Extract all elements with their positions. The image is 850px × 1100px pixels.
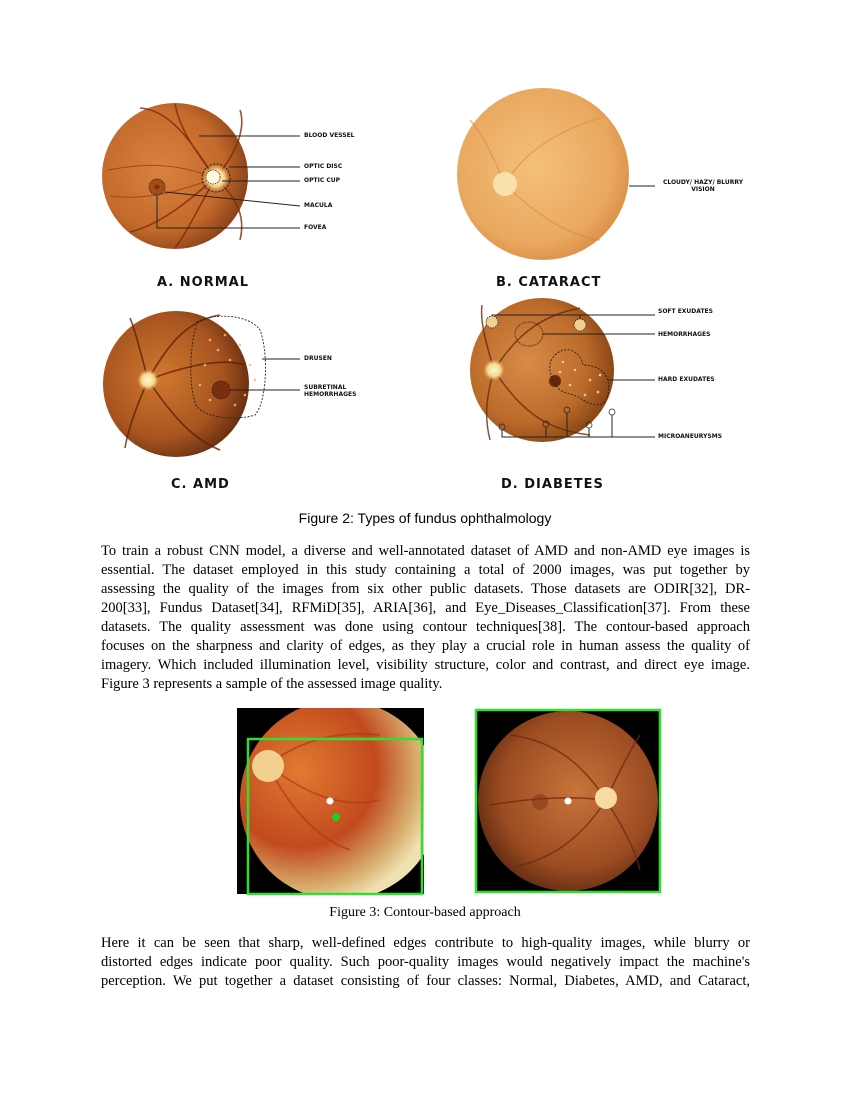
paragraph-2-line: distorted edges indicate poor quality. Such poor-quality images would negatively impact the machine's: [101, 954, 750, 970]
fundus-cataract-image: [457, 88, 629, 260]
figure-2-graphics: [0, 0, 850, 510]
annotation-drusen: DRUSEN: [304, 355, 332, 362]
annotation-subretinal-line2: HEMORRHAGES: [304, 391, 357, 398]
figure-3-caption: Figure 3: Contour-based approach: [329, 905, 521, 920]
paragraph-1-line: imagery. Which included illumination level, visibility structure, color and contrast, and direct eye image.: [101, 657, 750, 673]
panel-label-normal: A. NORMAL: [157, 275, 249, 290]
paragraph-1-line: datasets. The quality assessment was done using contour techniques[38]. The contour-based approach: [101, 619, 750, 635]
paragraph-1-line: focuses on the sharpness and clarity of edges, as they play a crucial role in human assess the quality of: [101, 638, 750, 654]
body-paragraph-2: [101, 934, 750, 991]
fundus-low-quality-image: [237, 700, 440, 900]
figure-2-caption: Figure 2: Types of fundus ophthalmology: [298, 510, 552, 526]
annotation-cloudy-line2: VISION: [691, 186, 715, 193]
annotation-blood-vessel: BLOOD VESSEL: [304, 132, 355, 139]
panel-label-amd: C. AMD: [171, 477, 230, 492]
paragraph-2-line: Here it can be seen that sharp, well-defined edges contribute to high-quality images, while blurry or: [101, 935, 750, 951]
annotation-cloudy-vision: [658, 179, 748, 193]
paragraph-1-line: essential. The dataset employed in this study containing a total of 2000 images, was put together by: [101, 562, 750, 578]
annotation-optic-disc: OPTIC DISC: [304, 163, 343, 170]
fundus-normal-image: [102, 103, 248, 249]
panel-label-diabetes: D. DIABETES: [501, 477, 604, 492]
paragraph-1-line: Figure 3 represents a sample of the assessed image quality.: [101, 676, 443, 692]
paragraph-2-line: perception. We put together a dataset consisting of four classes: Normal, Diabetes, AMD, and Cataract,: [101, 973, 750, 989]
body-paragraph-1: [101, 542, 750, 694]
annotation-hard-exudates: HARD EXUDATES: [658, 376, 715, 383]
paragraph-1-line: To train a robust CNN model, a diverse and well-annotated dataset of AMD and non-AMD eye images is: [101, 543, 750, 559]
annotation-optic-cup: OPTIC CUP: [304, 177, 340, 184]
annotation-hemorrhages: HEMORRHAGES: [658, 331, 711, 338]
annotation-macula: MACULA: [304, 202, 333, 209]
annotation-soft-exudates: SOFT EXUDATES: [658, 308, 713, 315]
annotation-fovea: FOVEA: [304, 224, 327, 231]
figure-3-graphics: [0, 700, 850, 900]
fundus-diabetes-image: [470, 298, 615, 442]
paragraph-1-line: assessing the quality of the images from six other public datasets. Those datasets are ODIR[32], DR-: [101, 581, 750, 597]
annotation-subretinal-line1: SUBRETINAL: [304, 384, 347, 391]
annotation-cloudy-line1: CLOUDY/ HAZY/ BLURRY: [662, 179, 744, 186]
paragraph-1-line: 200[33], Fundus Dataset[34], RFMiD[35], ARIA[36], and Eye_Diseases_Classification[37]. From these: [101, 600, 750, 616]
panel-label-cataract: B. CATARACT: [496, 275, 602, 290]
fundus-high-quality-image: [475, 709, 661, 893]
fundus-amd-image: [103, 311, 265, 457]
annotation-microaneurysms: MICROANEURYSMS: [658, 433, 723, 440]
annotation-subretinal-hemorrhages: [304, 384, 356, 398]
